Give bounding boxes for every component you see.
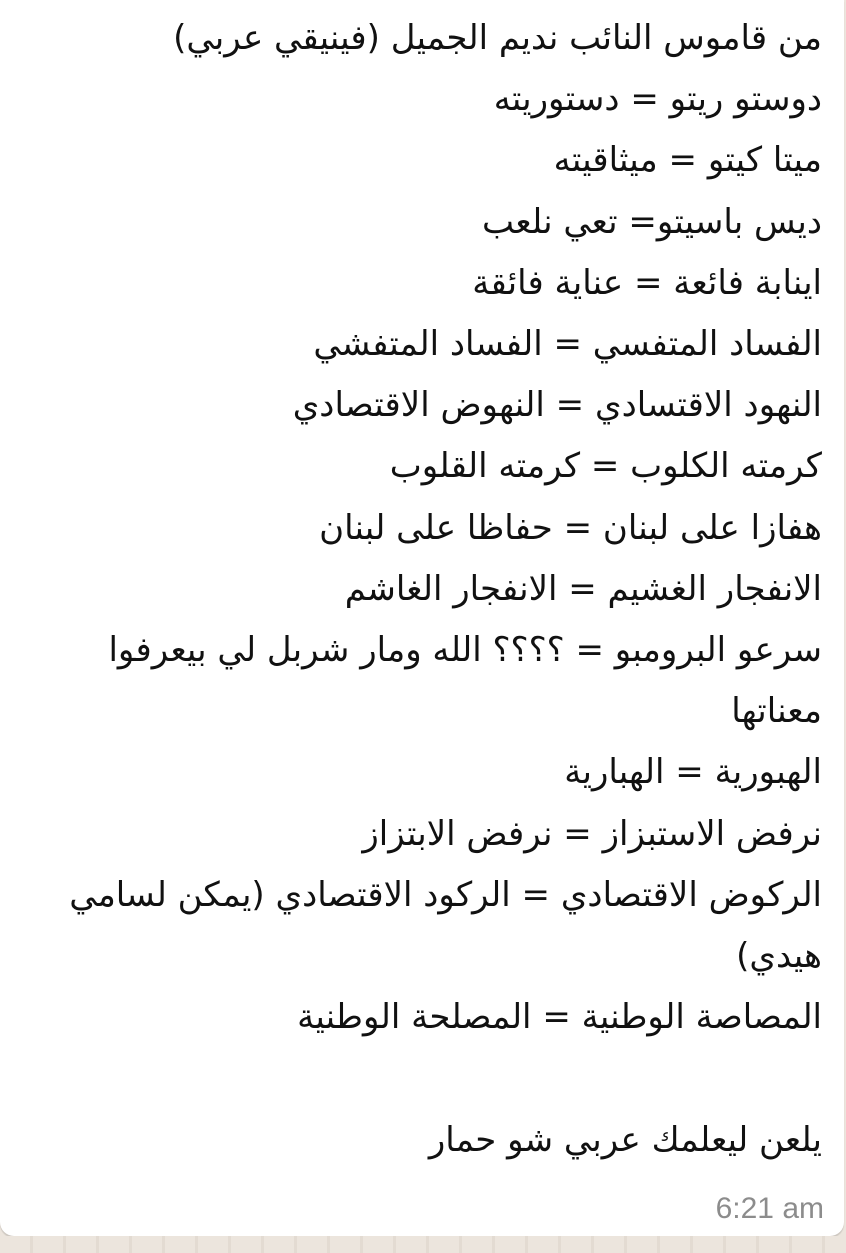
message-line: دوستو ريتو = دستوريته xyxy=(493,79,822,120)
message-line: ميتا كيتو = ميثاقيته xyxy=(553,140,822,181)
message-line: هفازا على لبنان = حفاظا على لبنان xyxy=(319,507,822,548)
wallpaper-pattern xyxy=(0,1236,846,1253)
message-line: من قاموس النائب نديم الجميل (فينيقي عربي) xyxy=(173,18,822,58)
message-text xyxy=(12,8,822,1171)
message-line: الفساد المتفسي = الفساد المتفشي xyxy=(313,324,822,365)
message-timestamp: 6:21 am xyxy=(715,1192,824,1225)
message-line: الركوض الاقتصادي = الركود الاقتصادي (يمكن لسامي هيدي) xyxy=(69,874,822,977)
message-line: اينابة فائعة = عناية فائقة xyxy=(472,262,822,303)
message-line: النهود الاقتسادي = النهوض الاقتصادي xyxy=(292,385,822,426)
message-line: سرعو البرومبو = ؟؟؟؟ الله ومار شربل لي بيعرفوا معناتها xyxy=(108,630,822,732)
message-line: الانفجار الغشيم = الانفجار الغاشم xyxy=(344,568,822,609)
message-line: ديس باسيتو= تعي نلعب xyxy=(482,201,822,242)
message-line: المصاصة الوطنية = المصلحة الوطنية xyxy=(297,997,822,1038)
message-line: نرفض الاستبزاز = نرفض الابتزاز xyxy=(362,813,822,854)
message-blank-line xyxy=(12,1048,822,1109)
message-line: الهبورية = الهبارية xyxy=(564,752,822,793)
message-line: كرمته الكلوب = كرمته القلوب xyxy=(389,446,822,487)
message-line: يلعن ليعلمك عربي شو حمار xyxy=(428,1119,822,1160)
